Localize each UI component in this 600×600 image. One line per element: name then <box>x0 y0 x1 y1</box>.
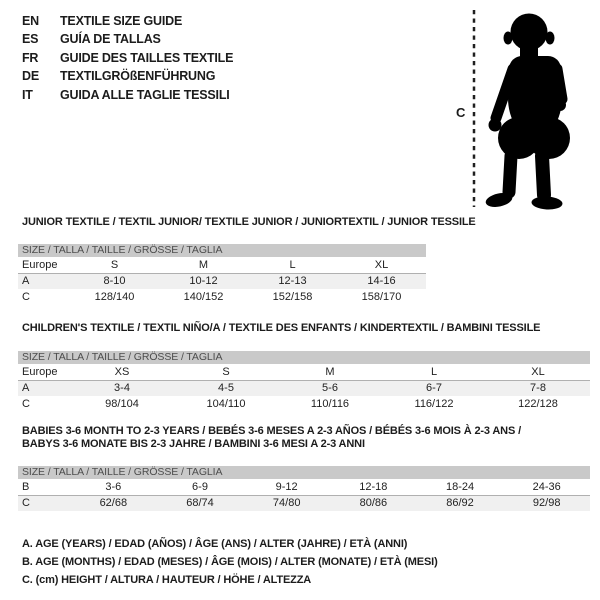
language-code: FR <box>22 50 39 65</box>
size-value-cell: 4-5 <box>218 382 234 394</box>
size-table-babies <box>18 466 590 511</box>
language-title: TEXTILE SIZE GUIDE <box>60 14 183 28</box>
table-row <box>18 289 426 305</box>
size-value-cell: 6-7 <box>426 382 442 394</box>
size-table-junior <box>18 244 426 305</box>
size-value-cell: 116/122 <box>414 398 454 410</box>
section-title-babies <box>22 425 521 451</box>
size-value-cell: 140/152 <box>183 291 224 303</box>
table-row <box>18 380 590 396</box>
size-value-cell: 62/68 <box>99 497 128 509</box>
size-value-cell: L <box>289 259 296 271</box>
row-label: C <box>22 398 30 410</box>
language-code: DE <box>22 69 39 84</box>
size-value-cell: 128/140 <box>94 291 135 303</box>
size-header-band: SIZE / TALLA / TAILLE / GRÖSSE / TAGLIA <box>18 351 590 364</box>
language-title: GUÍA DE TALLAS <box>60 32 161 47</box>
row-label: Europe <box>22 259 58 271</box>
footnote-line: A. AGE (YEARS) / EDAD (AÑOS) / ÂGE (ANS) / ALTER (JAHRE) / ETÀ (ANNI) <box>22 538 408 550</box>
size-value-cell: L <box>430 366 438 378</box>
table-row <box>18 364 590 380</box>
size-value-cell: XL <box>531 366 545 378</box>
section-title-line: JUNIOR TEXTILE / TEXTIL JUNIOR/ TEXTILE JUNIOR / JUNIORTEXTIL / JUNIOR TESSILE <box>22 216 476 228</box>
size-value-cell: 110/116 <box>310 398 350 410</box>
section-title-junior <box>22 216 476 229</box>
row-label: C <box>22 291 30 303</box>
height-measure-dashed-line <box>471 10 477 208</box>
toddler-silhouette-icon <box>483 6 576 210</box>
size-value-cell: 9-12 <box>275 481 298 493</box>
size-value-cell: 152/158 <box>272 291 313 303</box>
size-value-cell: 86/92 <box>446 497 474 509</box>
size-value-cell: 104/110 <box>206 398 246 410</box>
language-row <box>22 67 233 85</box>
size-value-cell: 80/86 <box>359 497 388 509</box>
size-table-children <box>18 351 590 412</box>
size-value-cell: 12-18 <box>359 481 388 493</box>
size-value-cell: 5-6 <box>322 382 338 394</box>
footnote-line: B. AGE (MONTHS) / EDAD (MESES) / ÂGE (MOIS) / ALTER (MONATE) / ETÀ (MESI) <box>22 555 438 568</box>
size-value-cell: M <box>198 259 209 271</box>
size-value-cell: 74/80 <box>272 497 301 509</box>
row-label: A <box>22 382 30 394</box>
language-title: GUIDA ALLE TAGLIE TESSILI <box>60 87 230 102</box>
footnote-line: C. (cm) HEIGHT / ALTURA / HAUTEUR / HÖHE / ALTEZZA <box>22 573 312 586</box>
size-value-cell: 8-10 <box>103 275 126 287</box>
size-value-cell: 3-4 <box>114 382 130 394</box>
size-value-cell: M <box>325 366 335 378</box>
language-title: GUIDE DES TAILLES TEXTILE <box>60 50 234 65</box>
size-value-cell: S <box>222 366 230 378</box>
language-title-list <box>22 12 233 104</box>
table-row <box>18 396 590 412</box>
section-title-line: BABYS 3-6 MONATE BIS 2-3 JAHRE / BAMBINI 3-6 MESI A 2-3 ANNI <box>22 438 365 450</box>
language-row <box>22 86 233 104</box>
row-label: C <box>22 497 30 509</box>
size-value-cell: 6-9 <box>192 481 208 493</box>
size-value-cell: 12-13 <box>278 275 307 287</box>
size-value-cell: 122/128 <box>518 398 558 410</box>
section-title-children <box>22 322 540 335</box>
language-code: ES <box>22 32 39 47</box>
size-value-cell: 10-12 <box>189 275 218 287</box>
section-title-line: CHILDREN'S TEXTILE / TEXTIL NIÑO/A / TEXTILE DES ENFANTS / KINDERTEXTIL / BAMBINI TESSILE <box>22 322 541 334</box>
language-row <box>22 12 233 30</box>
size-value-cell: 92/98 <box>532 497 561 509</box>
height-measure-label: C <box>456 105 466 120</box>
size-value-cell: XL <box>374 259 389 271</box>
size-value-cell: 7-8 <box>530 382 546 394</box>
size-value-cell: 3-6 <box>105 481 122 493</box>
language-row <box>22 49 233 67</box>
row-label: B <box>22 481 30 493</box>
size-value-cell: XS <box>114 366 130 378</box>
size-value-cell: 68/74 <box>186 497 214 509</box>
footnote-list <box>22 536 438 589</box>
size-value-cell: 14-16 <box>367 275 396 287</box>
row-label: Europe <box>22 366 58 378</box>
size-header-band: SIZE / TALLA / TAILLE / GRÖSSE / TAGLIA <box>18 466 590 479</box>
size-value-cell: S <box>110 259 119 271</box>
size-value-cell: 24-36 <box>532 481 561 493</box>
language-row <box>22 30 233 48</box>
section-title-line: BABIES 3-6 MONTH TO 2-3 YEARS / BEBÉS 3-6 MESES A 2-3 AÑOS / BÉBÉS 3-6 MOIS À 2-3 ANS / <box>22 425 521 437</box>
language-code: IT <box>22 87 33 102</box>
language-title: TEXTILGRÖßENFÜHRUNG <box>60 69 216 84</box>
size-value-cell: 18-24 <box>445 481 475 493</box>
size-header-band: SIZE / TALLA / TAILLE / GRÖSSE / TAGLIA <box>18 244 426 257</box>
table-row <box>18 479 590 495</box>
table-row <box>18 495 590 511</box>
language-code: EN <box>22 14 39 28</box>
table-row <box>18 257 426 273</box>
table-row <box>18 273 426 289</box>
row-label: A <box>22 275 30 287</box>
size-value-cell: 158/170 <box>361 291 402 303</box>
size-value-cell: 98/104 <box>105 398 139 410</box>
